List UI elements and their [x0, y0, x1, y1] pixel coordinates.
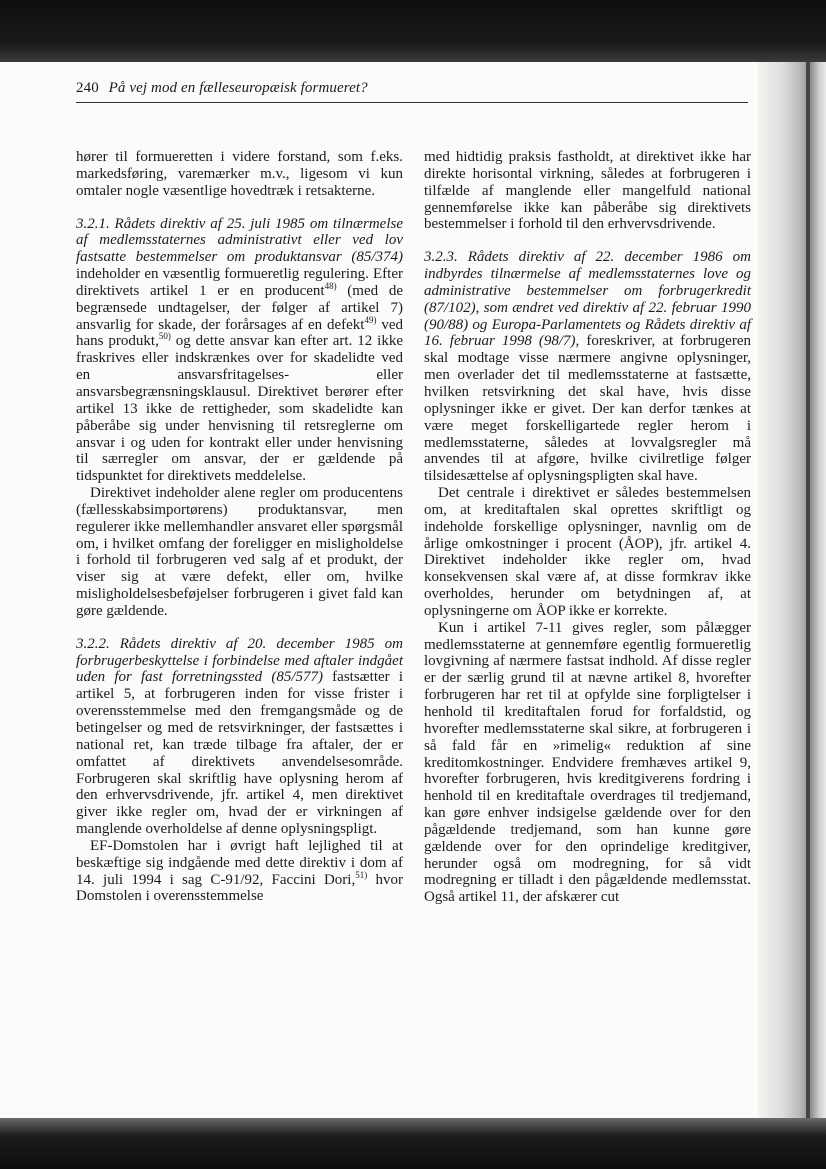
scan-border-top [0, 0, 826, 62]
section-3-2-2: 3.2.2. Rådets direktiv af 20. december 1985 om forbrugerbeskyttelse i forbindelse med aftaler indgået uden for fast forretningssted (85/577) fastsætter i artikel 5, at forbrugeren inden for visse frister i overensstemmelse med den fremgangsmåde og de betingelser og med de retsvirkninger, der fastsættes i national ret, kan træde tilbage fra aftaler, der er omfattet af direktivets anvendelsesområde. Forbrugeren skal skriftlig have oplysning herom af den erhvervsdrivende, jfr. artikel 4, men direktivet giver ikke regler om, hvad der er virkningen af manglende overholdelse af denne oplysningspligt. [76, 635, 403, 838]
left-column [76, 149, 403, 905]
footnote-ref: 49) [364, 314, 377, 325]
header-rule [76, 102, 748, 103]
section-heading: 3.2.3. Rådets direktiv af 22. december 1986 om indbyrdes tilnærmelse af medlemsstaternes love og administrative bestemmelser om forbrugerkredit (87/102), som ændret ved direktiv af 22. februar 1990 (90/88) og Europa-Parlamentets og Rådets direktiv af 16. februar 1998 (98/7), [424, 249, 751, 350]
footnote-ref: 51) [355, 869, 368, 880]
right-column [424, 149, 751, 906]
page-number: 240 [76, 80, 99, 96]
paragraph: Det centrale i direktivet er således bestemmelsen om, at kreditaftalen skal oprettes skriftligt og indeholde forskellige oplysninger, navnlig om de årlige omkostninger i procent (ÅOP), jfr. artikel 4. Direktivet indeholder ikke regler om, hvad konsekvensen skal være af, at disse formkrav ikke overholdes, herunder om betydningen af, at oplysningerne om ÅOP ikke er korrekte. [424, 485, 751, 619]
scan-binding-shadow [806, 62, 810, 1118]
paragraph: Direktivet indeholder alene regler om producentens (fællesskabsimportørens) produktansvar, men regulerer ikke mellemhandler ansvaret eller spørgsmål om, i hvilket omfang der foreligger en misligholdelse i forhold til forbrugeren ved salg af et produkt, der viser sig at være defekt, eller om, hvilke misligholdelsesbeføjelser forbrugeren i givet fald kan gøre gældende. [76, 485, 403, 619]
paragraph: EF-Domstolen har i øvrigt haft lejlighed til at beskæftige sig indgående med dette direktiv i dom af 14. juli 1994 i sag C-91/92, Faccini Dori,$^{51)}$ hvor Domstolen i overensstemmelse [76, 837, 403, 905]
section-heading: 3.2.2. Rådets direktiv af 20. december 1985 om forbrugerbeskyttelse i forbindelse med aftaler indgået uden for fast forretningssted (85/577) [76, 635, 403, 686]
section-3-2-3: 3.2.3. Rådets direktiv af 22. december 1986 om indbyrdes tilnærmelse af medlemsstaternes love og administrative bestemmelser om forbrugerkredit (87/102), som ændret ved direktiv af 22. februar 1990 (90/88) og Europa-Parlamentets og Rådets direktiv af 16. februar 1998 (98/7), foreskriver, at forbrugeren skal modtage visse nærmere angivne oplysninger, men overlader det til medlemsstaterne at fastsætte, hvilken retsvirkning det skal have, hvis disse oplysninger ikke er givet. Der kan derfor tænkes at være meget forskelligartede regler herom i medlemsstaterne, således at lovvalgsregler må anvendes til at afgøre, hvilke civilretlige følger tilsidesættelse af oplysningspligten skal have. [424, 249, 751, 485]
section-heading: 3.2.1. Rådets direktiv af 25. juli 1985 om tilnærmelse af medlemsstaternes administrativt eller ved lov fastsatte bestemmelser om produktansvar (85/374) [76, 215, 403, 266]
running-header [76, 80, 748, 102]
paragraph: Kun i artikel 7-11 gives regler, som pålægger medlemsstaterne at gennemføre egentlig formueretlig lovgivning af nærmere fastsat indhold. Af disse regler er der særlig grund til at nævne artikel 8, hvorefter forbrugeren har ret til at opfylde sine forpligtelser i henhold til kreditaftalen forud for forfaldstid, og hvorefter medlemsstaterne skal sikre, at forbrugeren i så fald får en »rimelig« reduktion af sine kreditomkostninger. Endvidere fremhæves artikel 9, hvorefter forbrugeren, hvis kreditgiverens fordring i henhold til en kreditaftale overdrages til tredjemand, kan gøre enhver indsigelse gældende over for den pågældende tredjemand, som han kunne gøre gældende over for den oprindelige kreditgiver, herunder også om modregning, for så vidt modregning er tilladt i den pågældende medlemsstat. Også artikel 11, der afskærer cut [424, 619, 751, 906]
running-title: På vej mod en fælleseuropæisk formueret? [108, 80, 368, 96]
footnote-ref: 50) [158, 331, 171, 342]
scan-border-bottom [0, 1118, 826, 1169]
paragraph: hører til formueretten i videre forstand, som f.eks. markedsføring, varemærker m.v., ligesom vi kun omtaler nogle væsentlige hovedtræk i retsakterne. [76, 149, 403, 199]
section-3-2-1: 3.2.1. Rådets direktiv af 25. juli 1985 om tilnærmelse af medlemsstaternes administrativt eller ved lov fastsatte bestemmelser om produktansvar (85/374) indeholder en væsentlig formueretlig regulering. Efter direktivets artikel 1 er en producent$^{48)}$ (med de begrænsede undtagelser, der følger af artikel 7) ansvarlig for skade, der forårsages af en defekt$^{49)}$ ved hans produkt,$^{50)}$ og dette ansvar kan efter art. 12 ikke fraskrives eller indskrænkes over for skadelidte ved en ansvarsfritagelses- eller ansvarsbegrænsningsklausul. Direktivet berører efter artikel 13 ikke de rettigheder, som skadelidte kan påberåbe sig under henvisning til retsreglerne om ansvar i og uden for kontrakt eller under henvisning til særregler om ansvar, der er gældende på tidspunktet for direktivets meddelelse. [76, 215, 403, 485]
scan-border-right [758, 62, 826, 1118]
paragraph: med hidtidig praksis fastholdt, at direktivet ikke har direkte horisontal virkning, således at forbrugeren i tilfælde af manglende eller mangelfuld national gennemførelse ikke kan påberåbe sig direktivets bestemmelser i forhold til den erhvervsdrivende. [424, 149, 751, 233]
footnote-ref: 48) [324, 280, 337, 291]
